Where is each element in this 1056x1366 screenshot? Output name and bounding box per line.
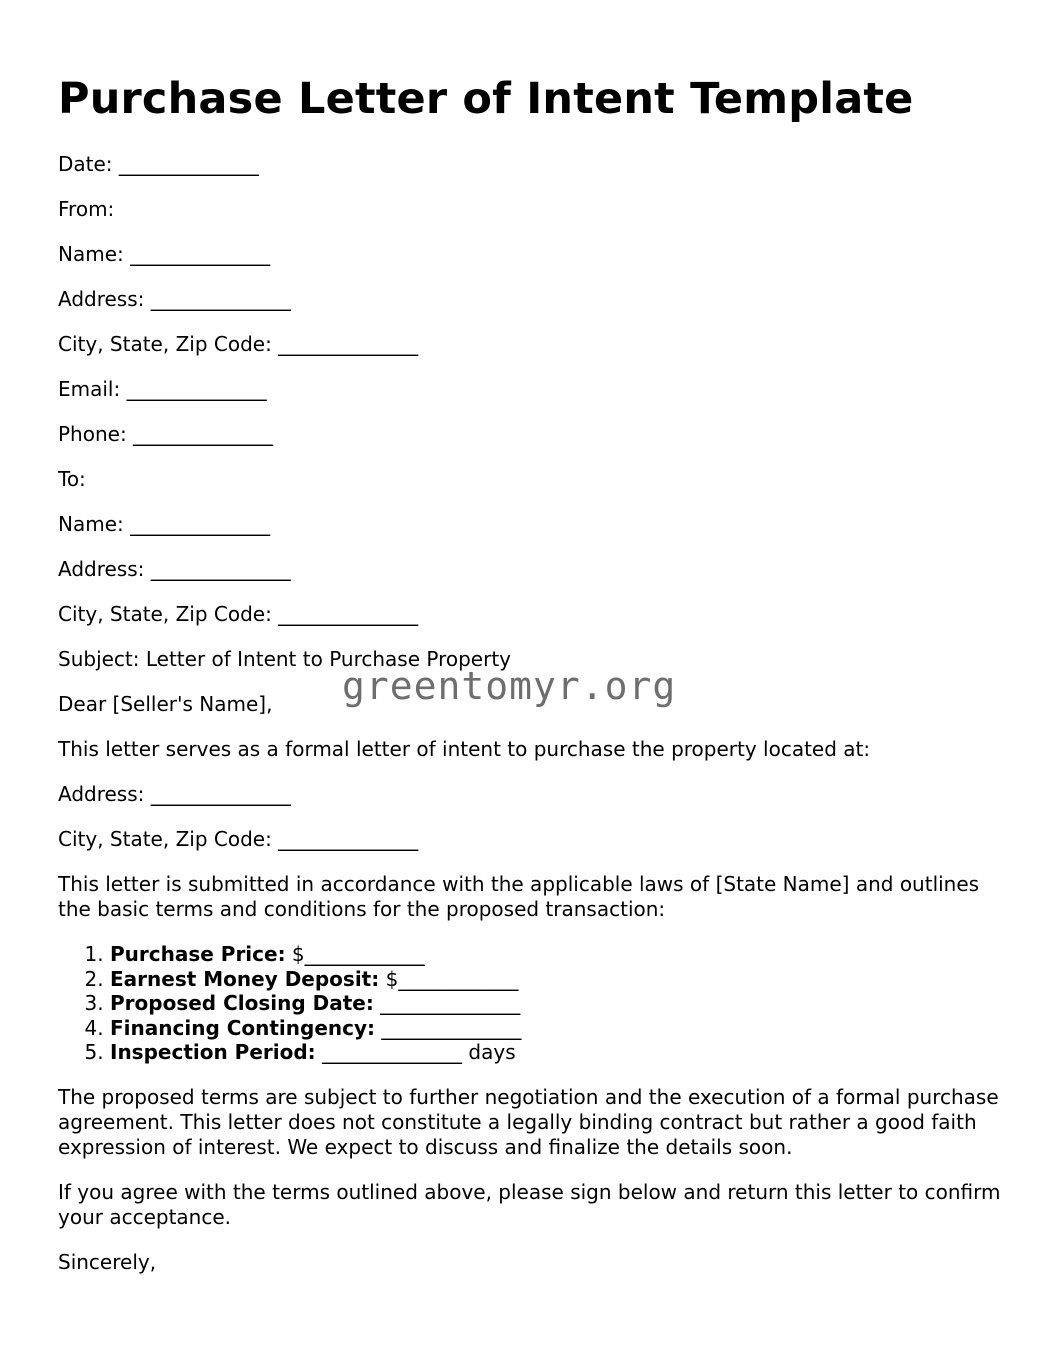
term-value: ______________ [375, 1015, 522, 1040]
intro-paragraph: This letter serves as a formal letter of intent to purchase the property located at: [58, 737, 871, 761]
term-label: Earnest Money Deposit: [110, 966, 380, 991]
term-label: Inspection Period: [110, 1040, 316, 1065]
term-label: Purchase Price: [110, 942, 286, 966]
property-city-field: City, State, Zip Code: ______________ [58, 827, 419, 851]
term-financing [110, 1016, 1008, 1041]
page-title: Purchase Letter of Intent Template [58, 74, 914, 124]
term-inspection [110, 1040, 1008, 1065]
term-purchase-price [110, 942, 1008, 967]
to-label: To: [58, 467, 86, 491]
from-city-field: City, State, Zip Code: ______________ [58, 332, 419, 356]
watermark: greentomyr.org [342, 664, 677, 708]
to-city-field: City, State, Zip Code: ______________ [58, 602, 419, 626]
term-value: $____________ [379, 966, 519, 991]
to-name-field: Name: ______________ [58, 512, 271, 536]
accordance-paragraph: This letter is submitted in accordance with the applicable laws of [State Name] and outlines the basic terms and conditions for the proposed transaction: [58, 872, 980, 921]
term-value: ______________ [373, 991, 521, 1016]
negotiation-paragraph: The proposed terms are subject to further negotiation and the execution of a formal purchase agreement. This letter does not constitute a legally binding contract but rather a good faith expression of interest. We expect to discuss and finalize the details soon. [58, 1084, 999, 1159]
from-phone-field: Phone: ______________ [58, 422, 274, 446]
term-earnest-money [110, 967, 1008, 992]
closing-line: Sincerely, [58, 1249, 157, 1274]
from-address-field: Address: ______________ [58, 287, 291, 311]
term-label: Proposed Closing Date: [110, 991, 374, 1016]
from-label: From: [58, 197, 115, 221]
from-email-field: Email: ______________ [58, 377, 267, 401]
date-field: Date: ______________ [58, 152, 259, 176]
subject-line: Subject: Letter of Intent to Purchase Property [58, 647, 511, 671]
terms-list [58, 942, 1008, 1065]
property-address-field: Address: ______________ [58, 782, 291, 806]
acceptance-paragraph: If you agree with the terms outlined above, please sign below and return this letter to confirm your acceptance. [58, 1179, 1001, 1229]
term-value: ______________ days [315, 1040, 516, 1065]
term-closing-date [110, 991, 1008, 1016]
term-label: Financing Contingency: [110, 1015, 376, 1040]
salutation: Dear [Seller's Name], [58, 692, 273, 716]
from-name-field: Name: ______________ [58, 242, 271, 266]
to-address-field: Address: ______________ [58, 557, 291, 581]
term-value: $____________ [285, 942, 425, 966]
